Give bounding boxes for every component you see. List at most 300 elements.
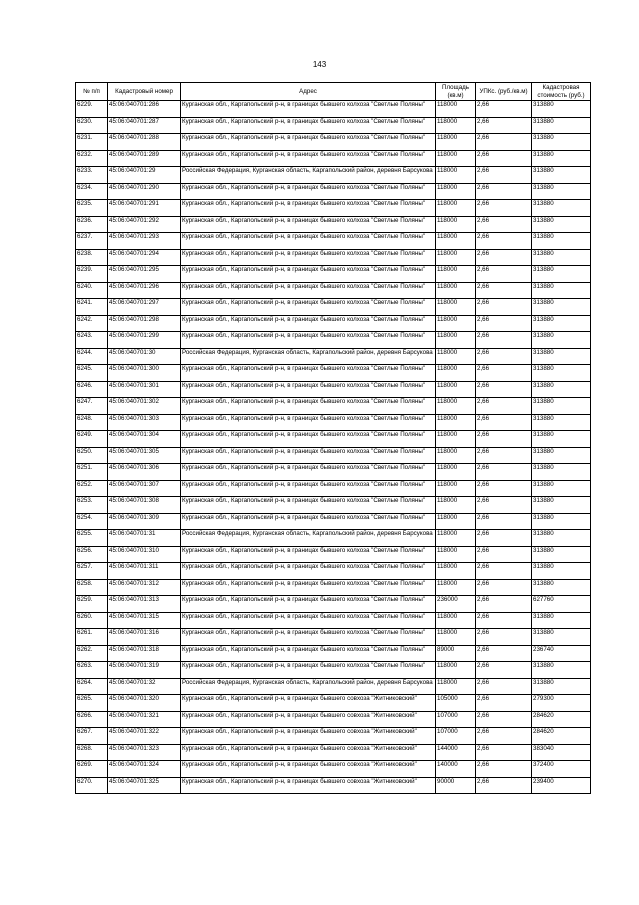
table-row — [76, 629, 591, 646]
cadastral-value-cell: 279300 — [532, 695, 591, 712]
row-number-cell: 6238. — [76, 249, 108, 266]
header-num: № п/п — [76, 83, 108, 101]
header-cadastral-number: Кадастровый номер — [108, 83, 181, 101]
cadastral-value-cell: 372400 — [532, 761, 591, 778]
upks-cell: 2,66 — [476, 695, 532, 712]
cadastral-number-cell: 45:06:040701:313 — [108, 596, 181, 613]
table-row — [76, 282, 591, 299]
upks-cell: 2,66 — [476, 233, 532, 250]
area-cell: 118000 — [436, 381, 476, 398]
table-row — [76, 365, 591, 382]
cadastral-number-cell: 45:06:040701:319 — [108, 662, 181, 679]
table-row — [76, 134, 591, 151]
table-row — [76, 381, 591, 398]
cadastral-value-cell: 313880 — [532, 332, 591, 349]
cadastral-number-cell: 45:06:040701:300 — [108, 365, 181, 382]
upks-cell: 2,66 — [476, 282, 532, 299]
cadastral-number-cell: 45:06:040701:310 — [108, 546, 181, 563]
area-cell: 107000 — [436, 728, 476, 745]
upks-cell: 2,66 — [476, 546, 532, 563]
table-header-row — [76, 83, 591, 101]
cadastral-value-cell: 313880 — [532, 117, 591, 134]
cadastral-number-cell: 45:06:040701:299 — [108, 332, 181, 349]
address-cell: Курганская обл., Каргапольский р-н, в границах бывшего колхоза "Светлые Поляны" — [181, 546, 436, 563]
upks-cell: 2,66 — [476, 167, 532, 184]
cadastral-number-cell: 45:06:040701:298 — [108, 315, 181, 332]
row-number-cell: 6236. — [76, 216, 108, 233]
area-cell: 118000 — [436, 662, 476, 679]
cadastral-value-cell: 313880 — [532, 233, 591, 250]
cadastral-number-cell: 45:06:040701:318 — [108, 645, 181, 662]
upks-cell: 2,66 — [476, 299, 532, 316]
upks-cell: 2,66 — [476, 563, 532, 580]
row-number-cell: 6234. — [76, 183, 108, 200]
area-cell: 105000 — [436, 695, 476, 712]
upks-cell: 2,66 — [476, 398, 532, 415]
row-number-cell: 6229. — [76, 101, 108, 118]
header-cadastral-value: Кадастровая стоимость (руб.) — [532, 83, 591, 101]
cadastral-value-cell: 313880 — [532, 513, 591, 530]
upks-cell: 2,66 — [476, 612, 532, 629]
table-row — [76, 563, 591, 580]
address-cell: Курганская обл., Каргапольский р-н, в границах бывшего колхоза "Светлые Поляны" — [181, 414, 436, 431]
upks-cell: 2,66 — [476, 678, 532, 695]
page-number: 143 — [312, 60, 327, 69]
cadastral-value-cell: 313880 — [532, 546, 591, 563]
area-cell: 118000 — [436, 365, 476, 382]
cadastral-value-cell: 313880 — [532, 612, 591, 629]
cadastral-number-cell: 45:06:040701:296 — [108, 282, 181, 299]
area-cell: 118000 — [436, 546, 476, 563]
address-cell: Курганская обл., Каргапольский р-н, в границах бывшего колхоза "Светлые Поляны" — [181, 233, 436, 250]
table-row — [76, 216, 591, 233]
cadastral-number-cell: 45:06:040701:290 — [108, 183, 181, 200]
area-cell: 118000 — [436, 233, 476, 250]
cadastral-number-cell: 45:06:040701:288 — [108, 134, 181, 151]
table-row — [76, 431, 591, 448]
area-cell: 118000 — [436, 629, 476, 646]
address-cell: Курганская обл., Каргапольский р-н, в границах бывшего колхоза "Светлые Поляны" — [181, 480, 436, 497]
area-cell: 118000 — [436, 431, 476, 448]
cadastral-value-cell: 313880 — [532, 530, 591, 547]
row-number-cell: 6242. — [76, 315, 108, 332]
cadastral-value-cell: 313880 — [532, 414, 591, 431]
area-cell: 118000 — [436, 530, 476, 547]
upks-cell: 2,66 — [476, 414, 532, 431]
cadastral-value-cell: 239400 — [532, 777, 591, 794]
cadastral-number-cell: 45:06:040701:311 — [108, 563, 181, 580]
upks-cell: 2,66 — [476, 249, 532, 266]
table-row — [76, 150, 591, 167]
address-cell: Курганская обл., Каргапольский р-н, в границах бывшего колхоза "Светлые Поляны" — [181, 101, 436, 118]
upks-cell: 2,66 — [476, 117, 532, 134]
upks-cell: 2,66 — [476, 101, 532, 118]
cadastral-value-cell: 313880 — [532, 348, 591, 365]
area-cell: 118000 — [436, 101, 476, 118]
table-row — [76, 299, 591, 316]
upks-cell: 2,66 — [476, 183, 532, 200]
row-number-cell: 6265. — [76, 695, 108, 712]
table-row — [76, 447, 591, 464]
cadastral-value-cell: 383040 — [532, 744, 591, 761]
cadastral-value-cell: 313880 — [532, 183, 591, 200]
upks-cell: 2,66 — [476, 711, 532, 728]
table-row — [76, 233, 591, 250]
area-cell: 118000 — [436, 200, 476, 217]
cadastral-value-cell: 313880 — [532, 200, 591, 217]
area-cell: 144000 — [436, 744, 476, 761]
table-row — [76, 678, 591, 695]
cadastral-number-cell: 45:06:040701:325 — [108, 777, 181, 794]
table-row — [76, 348, 591, 365]
cadastral-value-cell: 313880 — [532, 216, 591, 233]
cadastral-value-cell: 313880 — [532, 678, 591, 695]
cadastral-number-cell: 45:06:040701:295 — [108, 266, 181, 283]
row-number-cell: 6255. — [76, 530, 108, 547]
cadastral-value-cell: 313880 — [532, 431, 591, 448]
cadastral-value-cell: 313880 — [532, 629, 591, 646]
upks-cell: 2,66 — [476, 200, 532, 217]
cadastral-number-cell: 45:06:040701:32 — [108, 678, 181, 695]
row-number-cell: 6244. — [76, 348, 108, 365]
row-number-cell: 6248. — [76, 414, 108, 431]
area-cell: 118000 — [436, 464, 476, 481]
upks-cell: 2,66 — [476, 348, 532, 365]
row-number-cell: 6239. — [76, 266, 108, 283]
area-cell: 118000 — [436, 150, 476, 167]
cadastral-number-cell: 45:06:040701:324 — [108, 761, 181, 778]
table-row — [76, 546, 591, 563]
row-number-cell: 6249. — [76, 431, 108, 448]
row-number-cell: 6243. — [76, 332, 108, 349]
row-number-cell: 6267. — [76, 728, 108, 745]
table-row — [76, 101, 591, 118]
area-cell: 236000 — [436, 596, 476, 613]
cadastral-value-cell: 313880 — [532, 315, 591, 332]
cadastral-number-cell: 45:06:040701:306 — [108, 464, 181, 481]
address-cell: Курганская обл., Каргапольский р-н, в границах бывшего колхоза "Светлые Поляны" — [181, 134, 436, 151]
row-number-cell: 6264. — [76, 678, 108, 695]
upks-cell: 2,66 — [476, 629, 532, 646]
cadastral-number-cell: 45:06:040701:297 — [108, 299, 181, 316]
area-cell: 118000 — [436, 497, 476, 514]
address-cell: Курганская обл., Каргапольский р-н, в границах бывшего колхоза "Светлые Поляны" — [181, 398, 436, 415]
cadastral-number-cell: 45:06:040701:31 — [108, 530, 181, 547]
cadastral-number-cell: 45:06:040701:309 — [108, 513, 181, 530]
row-number-cell: 6245. — [76, 365, 108, 382]
row-number-cell: 6254. — [76, 513, 108, 530]
row-number-cell: 6258. — [76, 579, 108, 596]
table-row — [76, 513, 591, 530]
row-number-cell: 6260. — [76, 612, 108, 629]
cadastral-value-cell: 313880 — [532, 497, 591, 514]
upks-cell: 2,66 — [476, 332, 532, 349]
area-cell: 107000 — [436, 711, 476, 728]
cadastral-number-cell: 45:06:040701:307 — [108, 480, 181, 497]
cadastral-value-cell: 313880 — [532, 101, 591, 118]
cadastral-number-cell: 45:06:040701:286 — [108, 101, 181, 118]
cadastral-number-cell: 45:06:040701:30 — [108, 348, 181, 365]
row-number-cell: 6268. — [76, 744, 108, 761]
table-row — [76, 612, 591, 629]
cadastral-number-cell: 45:06:040701:287 — [108, 117, 181, 134]
upks-cell: 2,66 — [476, 464, 532, 481]
upks-cell: 2,66 — [476, 134, 532, 151]
row-number-cell: 6266. — [76, 711, 108, 728]
table-row — [76, 414, 591, 431]
table-row — [76, 530, 591, 547]
upks-cell: 2,66 — [476, 431, 532, 448]
address-cell: Курганская обл., Каргапольский р-н, в границах бывшего колхоза "Светлые Поляны" — [181, 365, 436, 382]
area-cell: 118000 — [436, 117, 476, 134]
upks-cell: 2,66 — [476, 480, 532, 497]
cadastral-number-cell: 45:06:040701:289 — [108, 150, 181, 167]
table-row — [76, 711, 591, 728]
upks-cell: 2,66 — [476, 266, 532, 283]
row-number-cell: 6253. — [76, 497, 108, 514]
cadastral-number-cell: 45:06:040701:308 — [108, 497, 181, 514]
table-row — [76, 464, 591, 481]
area-cell: 118000 — [436, 266, 476, 283]
address-cell: Курганская обл., Каргапольский р-н, в границах бывшего колхоза "Светлые Поляны" — [181, 497, 436, 514]
area-cell: 118000 — [436, 249, 476, 266]
address-cell: Курганская обл., Каргапольский р-н, в границах бывшего колхоза "Светлые Поляны" — [181, 645, 436, 662]
table-row — [76, 200, 591, 217]
cadastral-value-cell: 313880 — [532, 398, 591, 415]
cadastral-value-cell: 313880 — [532, 167, 591, 184]
address-cell: Курганская обл., Каргапольский р-н, в границах бывшего колхоза "Светлые Поляны" — [181, 431, 436, 448]
upks-cell: 2,66 — [476, 315, 532, 332]
address-cell: Курганская обл., Каргапольский р-н, в границах бывшего совхоза "Житниковский" — [181, 744, 436, 761]
cadastral-number-cell: 45:06:040701:320 — [108, 695, 181, 712]
header-upks: УПКс. (руб./кв.м) — [476, 83, 532, 101]
area-cell: 118000 — [436, 447, 476, 464]
cadastral-number-cell: 45:06:040701:322 — [108, 728, 181, 745]
table-row — [76, 645, 591, 662]
table-row — [76, 183, 591, 200]
address-cell: Российская Федерация, Курганская область, Каргапольский район, деревня Барсукова — [181, 678, 436, 695]
row-number-cell: 6231. — [76, 134, 108, 151]
table-row — [76, 761, 591, 778]
row-number-cell: 6237. — [76, 233, 108, 250]
table-row — [76, 332, 591, 349]
area-cell: 118000 — [436, 299, 476, 316]
area-cell: 118000 — [436, 480, 476, 497]
table-row — [76, 777, 591, 794]
cadastral-number-cell: 45:06:040701:291 — [108, 200, 181, 217]
address-cell: Курганская обл., Каргапольский р-н, в границах бывшего колхоза "Светлые Поляны" — [181, 596, 436, 613]
cadastral-value-cell: 284620 — [532, 711, 591, 728]
row-number-cell: 6252. — [76, 480, 108, 497]
row-number-cell: 6257. — [76, 563, 108, 580]
area-cell: 118000 — [436, 612, 476, 629]
table-row — [76, 266, 591, 283]
address-cell: Курганская обл., Каргапольский р-н, в границах бывшего колхоза "Светлые Поляны" — [181, 150, 436, 167]
header-address: Адрес — [181, 83, 436, 101]
row-number-cell: 6261. — [76, 629, 108, 646]
row-number-cell: 6270. — [76, 777, 108, 794]
upks-cell: 2,66 — [476, 744, 532, 761]
address-cell: Курганская обл., Каргапольский р-н, в границах бывшего совхоза "Житниковский" — [181, 728, 436, 745]
cadastral-value-cell: 313880 — [532, 480, 591, 497]
table-row — [76, 167, 591, 184]
cadastral-number-cell: 45:06:040701:29 — [108, 167, 181, 184]
upks-cell: 2,66 — [476, 381, 532, 398]
address-cell: Курганская обл., Каргапольский р-н, в границах бывшего колхоза "Светлые Поляны" — [181, 662, 436, 679]
row-number-cell: 6269. — [76, 761, 108, 778]
row-number-cell: 6262. — [76, 645, 108, 662]
address-cell: Российская Федерация, Курганская область, Каргапольский район, деревня Барсукова — [181, 348, 436, 365]
upks-cell: 2,66 — [476, 497, 532, 514]
cadastral-value-cell: 236740 — [532, 645, 591, 662]
upks-cell: 2,66 — [476, 530, 532, 547]
address-cell: Курганская обл., Каргапольский р-н, в границах бывшего совхоза "Житниковский" — [181, 695, 436, 712]
area-cell: 118000 — [436, 678, 476, 695]
upks-cell: 2,66 — [476, 447, 532, 464]
row-number-cell: 6246. — [76, 381, 108, 398]
area-cell: 140000 — [436, 761, 476, 778]
cadastral-number-cell: 45:06:040701:315 — [108, 612, 181, 629]
table-row — [76, 497, 591, 514]
address-cell: Российская Федерация, Курганская область, Каргапольский район, деревня Барсукова — [181, 167, 436, 184]
cadastral-value-cell: 313880 — [532, 563, 591, 580]
address-cell: Курганская обл., Каргапольский р-н, в границах бывшего колхоза "Светлые Поляны" — [181, 200, 436, 217]
cadastral-value-cell: 313880 — [532, 249, 591, 266]
table-row — [76, 249, 591, 266]
cadastral-value-cell: 313880 — [532, 365, 591, 382]
area-cell: 118000 — [436, 579, 476, 596]
table-row — [76, 662, 591, 679]
address-cell: Курганская обл., Каргапольский р-н, в границах бывшего колхоза "Светлые Поляны" — [181, 579, 436, 596]
address-cell: Курганская обл., Каргапольский р-н, в границах бывшего колхоза "Светлые Поляны" — [181, 249, 436, 266]
area-cell: 118000 — [436, 563, 476, 580]
cadastral-value-table — [75, 82, 591, 794]
row-number-cell: 6263. — [76, 662, 108, 679]
table-row — [76, 579, 591, 596]
upks-cell: 2,66 — [476, 761, 532, 778]
address-cell: Курганская обл., Каргапольский р-н, в границах бывшего совхоза "Житниковский" — [181, 777, 436, 794]
table-row — [76, 728, 591, 745]
address-cell: Курганская обл., Каргапольский р-н, в границах бывшего колхоза "Светлые Поляны" — [181, 629, 436, 646]
address-cell: Курганская обл., Каргапольский р-н, в границах бывшего колхоза "Светлые Поляны" — [181, 464, 436, 481]
row-number-cell: 6241. — [76, 299, 108, 316]
area-cell: 118000 — [436, 134, 476, 151]
cadastral-value-cell: 313880 — [532, 282, 591, 299]
row-number-cell: 6256. — [76, 546, 108, 563]
address-cell: Курганская обл., Каргапольский р-н, в границах бывшего колхоза "Светлые Поляны" — [181, 513, 436, 530]
table-row — [76, 744, 591, 761]
row-number-cell: 6240. — [76, 282, 108, 299]
area-cell: 118000 — [436, 332, 476, 349]
row-number-cell: 6235. — [76, 200, 108, 217]
address-cell: Курганская обл., Каргапольский р-н, в границах бывшего колхоза "Светлые Поляны" — [181, 563, 436, 580]
upks-cell: 2,66 — [476, 216, 532, 233]
cadastral-number-cell: 45:06:040701:312 — [108, 579, 181, 596]
table-row — [76, 315, 591, 332]
address-cell: Курганская обл., Каргапольский р-н, в границах бывшего колхоза "Светлые Поляны" — [181, 332, 436, 349]
table-row — [76, 117, 591, 134]
cadastral-value-cell: 313880 — [532, 266, 591, 283]
area-cell: 118000 — [436, 167, 476, 184]
address-cell: Курганская обл., Каргапольский р-н, в границах бывшего колхоза "Светлые Поляны" — [181, 282, 436, 299]
upks-cell: 2,66 — [476, 596, 532, 613]
area-cell: 118000 — [436, 282, 476, 299]
table-row — [76, 480, 591, 497]
address-cell: Курганская обл., Каргапольский р-н, в границах бывшего совхоза "Житниковский" — [181, 761, 436, 778]
cadastral-value-cell: 313880 — [532, 134, 591, 151]
cadastral-value-cell: 313880 — [532, 464, 591, 481]
row-number-cell: 6230. — [76, 117, 108, 134]
cadastral-number-cell: 45:06:040701:323 — [108, 744, 181, 761]
address-cell: Курганская обл., Каргапольский р-н, в границах бывшего колхоза "Светлые Поляны" — [181, 612, 436, 629]
area-cell: 118000 — [436, 348, 476, 365]
cadastral-value-cell: 313880 — [532, 579, 591, 596]
cadastral-number-cell: 45:06:040701:305 — [108, 447, 181, 464]
cadastral-value-cell: 313880 — [532, 381, 591, 398]
address-cell: Курганская обл., Каргапольский р-н, в границах бывшего колхоза "Светлые Поляны" — [181, 315, 436, 332]
cadastral-value-cell: 313880 — [532, 150, 591, 167]
row-number-cell: 6259. — [76, 596, 108, 613]
area-cell: 90000 — [436, 777, 476, 794]
area-cell: 118000 — [436, 513, 476, 530]
cadastral-value-cell: 284620 — [532, 728, 591, 745]
upks-cell: 2,66 — [476, 728, 532, 745]
area-cell: 118000 — [436, 315, 476, 332]
cadastral-number-cell: 45:06:040701:316 — [108, 629, 181, 646]
area-cell: 89000 — [436, 645, 476, 662]
address-cell: Курганская обл., Каргапольский р-н, в границах бывшего совхоза "Житниковский" — [181, 711, 436, 728]
cadastral-number-cell: 45:06:040701:304 — [108, 431, 181, 448]
upks-cell: 2,66 — [476, 579, 532, 596]
upks-cell: 2,66 — [476, 645, 532, 662]
area-cell: 118000 — [436, 398, 476, 415]
address-cell: Курганская обл., Каргапольский р-н, в границах бывшего колхоза "Светлые Поляны" — [181, 447, 436, 464]
address-cell: Курганская обл., Каргапольский р-н, в границах бывшего колхоза "Светлые Поляны" — [181, 216, 436, 233]
cadastral-number-cell: 45:06:040701:292 — [108, 216, 181, 233]
address-cell: Курганская обл., Каргапольский р-н, в границах бывшего колхоза "Светлые Поляны" — [181, 183, 436, 200]
address-cell: Курганская обл., Каргапольский р-н, в границах бывшего колхоза "Светлые Поляны" — [181, 266, 436, 283]
table-row — [76, 695, 591, 712]
row-number-cell: 6251. — [76, 464, 108, 481]
upks-cell: 2,66 — [476, 513, 532, 530]
cadastral-number-cell: 45:06:040701:302 — [108, 398, 181, 415]
upks-cell: 2,66 — [476, 150, 532, 167]
area-cell: 118000 — [436, 183, 476, 200]
table-row — [76, 398, 591, 415]
row-number-cell: 6232. — [76, 150, 108, 167]
cadastral-number-cell: 45:06:040701:303 — [108, 414, 181, 431]
address-cell: Российская Федерация, Курганская область, Каргапольский район, деревня Барсукова — [181, 530, 436, 547]
table-row — [76, 596, 591, 613]
area-cell: 118000 — [436, 414, 476, 431]
cadastral-number-cell: 45:06:040701:321 — [108, 711, 181, 728]
cadastral-value-cell: 313880 — [532, 662, 591, 679]
header-area: Площадь (кв.м) — [436, 83, 476, 101]
cadastral-number-cell: 45:06:040701:293 — [108, 233, 181, 250]
cadastral-number-cell: 45:06:040701:301 — [108, 381, 181, 398]
address-cell: Курганская обл., Каргапольский р-н, в границах бывшего колхоза "Светлые Поляны" — [181, 299, 436, 316]
cadastral-value-cell: 627760 — [532, 596, 591, 613]
address-cell: Курганская обл., Каргапольский р-н, в границах бывшего колхоза "Светлые Поляны" — [181, 117, 436, 134]
row-number-cell: 6247. — [76, 398, 108, 415]
upks-cell: 2,66 — [476, 365, 532, 382]
cadastral-number-cell: 45:06:040701:294 — [108, 249, 181, 266]
cadastral-value-cell: 313880 — [532, 447, 591, 464]
area-cell: 118000 — [436, 216, 476, 233]
row-number-cell: 6250. — [76, 447, 108, 464]
upks-cell: 2,66 — [476, 777, 532, 794]
row-number-cell: 6233. — [76, 167, 108, 184]
